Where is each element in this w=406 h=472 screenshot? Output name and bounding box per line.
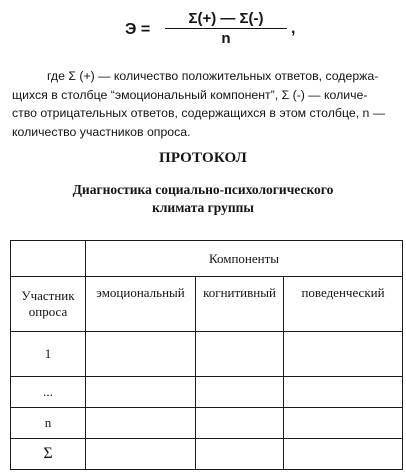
table-cell: [86, 332, 196, 377]
participant-header-line: опроса: [28, 304, 68, 319]
components-header: Компоненты: [86, 241, 403, 277]
formula-lhs: Э =: [125, 21, 151, 38]
row-label-sum: Σ: [11, 439, 86, 470]
table-header-row: [11, 241, 403, 277]
table-column-names-row: [11, 277, 403, 332]
table-cell: [284, 439, 403, 470]
column-header-cognitive: когнитивный: [196, 277, 284, 332]
column-header-emotional: эмоциональный: [86, 277, 196, 332]
table-row: [11, 439, 403, 470]
table-cell: [196, 408, 284, 439]
table-cell: [86, 408, 196, 439]
table-cell: [196, 439, 284, 470]
paragraph-line: щихся в столбце “эмоциональный компонент”, Σ (-) — количе-: [12, 87, 368, 102]
paragraph-line: количество участников опроса.: [12, 124, 191, 139]
table-row: [11, 377, 403, 408]
row-label: ...: [11, 377, 86, 408]
formula-trailing-comma: ,: [291, 20, 296, 37]
table-cell: [284, 332, 403, 377]
table-cell: [284, 377, 403, 408]
subtitle-line-2: климата группы: [152, 200, 254, 215]
column-header-behavioral: поведенческий: [284, 277, 403, 332]
table-row: [11, 408, 403, 439]
corner-cell: [11, 241, 86, 277]
explanation-paragraph: [12, 67, 398, 141]
table-cell: [86, 377, 196, 408]
table-cell: [196, 377, 284, 408]
participant-header: [11, 277, 86, 332]
paragraph-line: ство отрицательных ответов, содержащихся в этом столбце, n —: [12, 106, 386, 120]
table-cell: [86, 439, 196, 470]
row-label: 1: [11, 332, 86, 377]
formula-denominator: n: [221, 30, 231, 47]
formula-fraction: [165, 10, 287, 47]
table-row: [11, 332, 403, 377]
table-cell: [284, 408, 403, 439]
protocol-title: ПРОТОКОЛ: [158, 150, 248, 166]
row-label: n: [11, 408, 86, 439]
paragraph-line: где Σ (+) — количество положительных ответов, содержа-: [47, 69, 379, 83]
subtitle-line-1: Диагностика социально-психологического: [72, 182, 334, 197]
formula-numerator: Σ(+) — Σ(-): [165, 10, 287, 29]
table-cell: [196, 332, 284, 377]
protocol-table: [10, 240, 403, 470]
participant-header-line: Участник: [21, 288, 75, 303]
